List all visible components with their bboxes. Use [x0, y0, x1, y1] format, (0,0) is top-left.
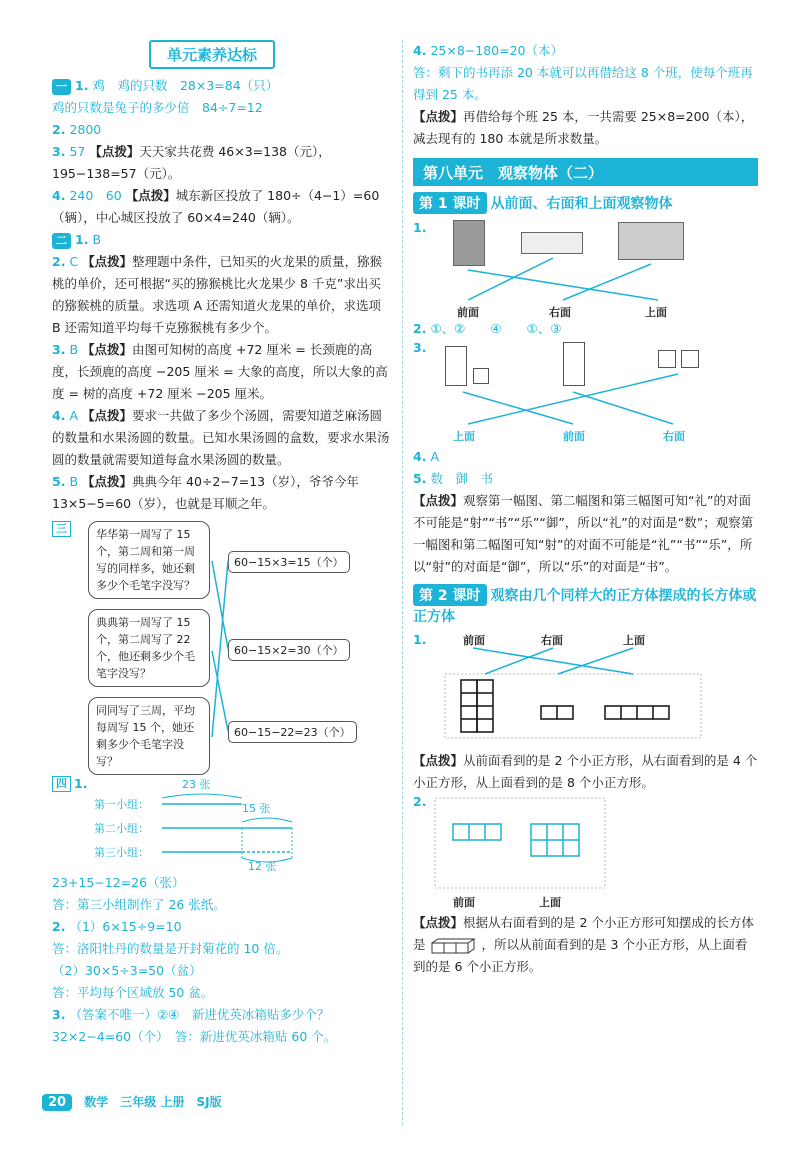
sec4-calc: 23+15−12=26（张） — [52, 875, 185, 890]
l1-q3-figure: 3. 上面 前面 右面 — [413, 340, 758, 446]
sec4-q2-part2: （2）30×5÷3=50（盆） — [52, 963, 202, 978]
lesson1-title: 第 1 课时 从前面、右面和上面观察物体 — [413, 192, 758, 214]
group3-label: 第三小组： — [94, 846, 149, 859]
unit8-banner: 第八单元 观察物体（二） — [413, 158, 758, 186]
sec4-q2-ans2: 答：平均每个区域放 50 盆。 — [52, 985, 214, 1000]
sec2-q3: 3. B 【点拨】由图可知树的高度 +72 厘米 = 长颈鹿的高度，长颈鹿的高度 −205 厘米 = 大象的高度，所以大象的高度 = 树的高度 +72 厘米 −205 厘米。 — [52, 342, 388, 401]
bubble-diandian: 典典第一周写了 15 个，第二周写了 22 个，他还剩多少个毛笔字没写？ — [88, 609, 210, 687]
sec4-q2-part1: 2. （1）6×15÷9=10 — [52, 919, 182, 934]
sec1-badge: 一 — [52, 79, 71, 95]
footer-text: 数学 三年级 上册 SJ版 — [84, 1095, 222, 1109]
sec2-q1: 二 1. B — [52, 229, 392, 251]
sec3-badge: 三 — [52, 521, 71, 537]
l2-q2-figure: 2. 前面 上面 — [413, 794, 758, 912]
label-12: 12 张 — [248, 860, 277, 873]
page-number: 20 — [42, 1094, 72, 1111]
sec1-q2: 2. 2800 — [52, 122, 102, 137]
answer-box-1: 60−15×3=15（个） — [228, 551, 350, 573]
l2-q2-tip: 【点拨】根据从右面看到的是 2 个小正方形可知摆成的长方体是 ，所以从前面看到的是 3 个小正方形，从上面看到的是 6 个小正方形。 — [413, 915, 754, 974]
sec4-line-diagram: 四 1. 23 张 第一小组： 15 张 第二小组： 第三小组： 12 张 — [52, 776, 392, 872]
label-15: 15 张 — [242, 802, 271, 815]
sec4-q3: 3. （答案不唯一）②④ 新进优英冰箱贴多少个？ — [52, 1007, 330, 1022]
group2-label: 第二小组： — [94, 822, 149, 835]
l1-q4: 4. A — [413, 449, 439, 464]
sec4-segments — [52, 776, 392, 872]
right-q4-tip: 【点拨】再借给每个班 25 本，一共需要 25×8=200（本），减去现有的 180 本就是所求数量。 — [413, 109, 754, 146]
answer-box-2: 60−15×2=30（个） — [228, 639, 350, 661]
sec4-badge: 四 — [52, 776, 71, 792]
sec1-q4: 4. 240 60 【点拨】城东新区投放了 180÷（4−1）=60（辆），中心城区投放了 60×4=240（辆）。 — [52, 188, 380, 225]
right-column — [413, 40, 758, 978]
page-footer — [42, 1093, 222, 1111]
sec4-q3-calc: 32×2−4=60（个） 答：新进优英冰箱贴 60 个。 — [52, 1029, 337, 1044]
group1-label: 第一小组： — [94, 798, 149, 811]
lesson2-title: 第 2 课时 观察由几个同样大的正方体摆成的长方体或正方体 — [413, 584, 758, 626]
label-23: 23 张 — [182, 778, 211, 791]
l1-q5: 5. 数 御 书 — [413, 471, 493, 486]
l1-q5-tip: 【点拨】观察第一幅图、第二幅图和第三幅图可知“礼”的对面不可能是“射”“书”“乐”“御”，所以“礼”的对面是“数”；观察第一幅图和第二幅图可知“射”的对面不可能是“礼”“书”“乐”，所以“射”的对面是“御”，所以“乐”的对面是“书”。 — [413, 493, 754, 574]
sec2-q5: 5. B 【点拨】典典今年 40÷2−7=13（岁），爷爷今年 13×5−5=60（岁），也就是耳顺之年。 — [52, 474, 359, 511]
sec4-answer: 答：第三小组制作了 26 张纸。 — [52, 897, 226, 912]
bubble-huahua: 华华第一周写了 15 个，第二周和第一周写的同样多，她还剩多少个毛笔字没写？ — [88, 521, 210, 599]
column-divider — [402, 40, 403, 1125]
l2-q1-figure: 1. 前面 右面 上面 — [413, 632, 758, 750]
l1-q1-figure: 1. 前面 右面 上面 — [413, 220, 758, 318]
sec2-q4: 4. A 【点拨】要求一共做了多少个汤圆，需要知道芝麻汤圆的数量和水果汤圆的数量。已知水果汤圆的盒数，要求水果汤圆的数量就需要知道每盒水果汤圆的数量。 — [52, 408, 390, 467]
sec1-q1: 一 1. 鸡 鸡的只数 28×3=84（只） — [52, 75, 392, 97]
bubble-tongtong: 同同写了三周，平均每周写 15 个，她还剩多少个毛笔字没写？ — [88, 697, 210, 775]
sec2-badge: 二 — [52, 233, 71, 249]
unit-title: 单元素养达标 — [122, 40, 302, 69]
sec3-link-lines — [52, 521, 392, 776]
answer-box-3: 60−15−22=23（个） — [228, 721, 357, 743]
sec3-matching — [52, 521, 392, 776]
sec1-q3: 3. 57 【点拨】天天家共花费 46×3=138（元），195−138=57（元）。 — [52, 144, 331, 181]
sec4-q2-ans1: 答：洛阳牡丹的数量是开封菊花的 10 倍。 — [52, 941, 289, 956]
cuboid-icon — [430, 937, 478, 955]
sec1-q1-line2: 鸡的只数是兔子的多少倍 84÷7=12 — [52, 100, 263, 115]
l1-q2: 2. ①、② ④ ①、③ — [413, 321, 562, 336]
l2-q1-grid — [413, 632, 758, 750]
l2-q1-tip: 【点拨】从前面看到的是 2 个小正方形，从右面看到的是 4 个小正方形，从上面看到的是 8 个小正方形。 — [413, 753, 758, 790]
right-q4-answer: 答：剩下的书再添 20 本就可以再借给这 8 个班，使每个班再得到 25 本。 — [413, 65, 753, 102]
right-q4: 4. 25×8−180=20（本） — [413, 43, 563, 58]
left-column — [52, 40, 392, 1048]
sec2-q2: 2. C 【点拨】整理题中条件，已知买的火龙果的质量，猕猴桃的单价，还可根据“买的猕猴桃比火龙果少 8 千克”求出买的猕猴桃的质量。求选项 A 还需知道火龙果的单价，求选项 B 还需知道平均每千克猕猴桃有多少个。 — [52, 254, 383, 335]
